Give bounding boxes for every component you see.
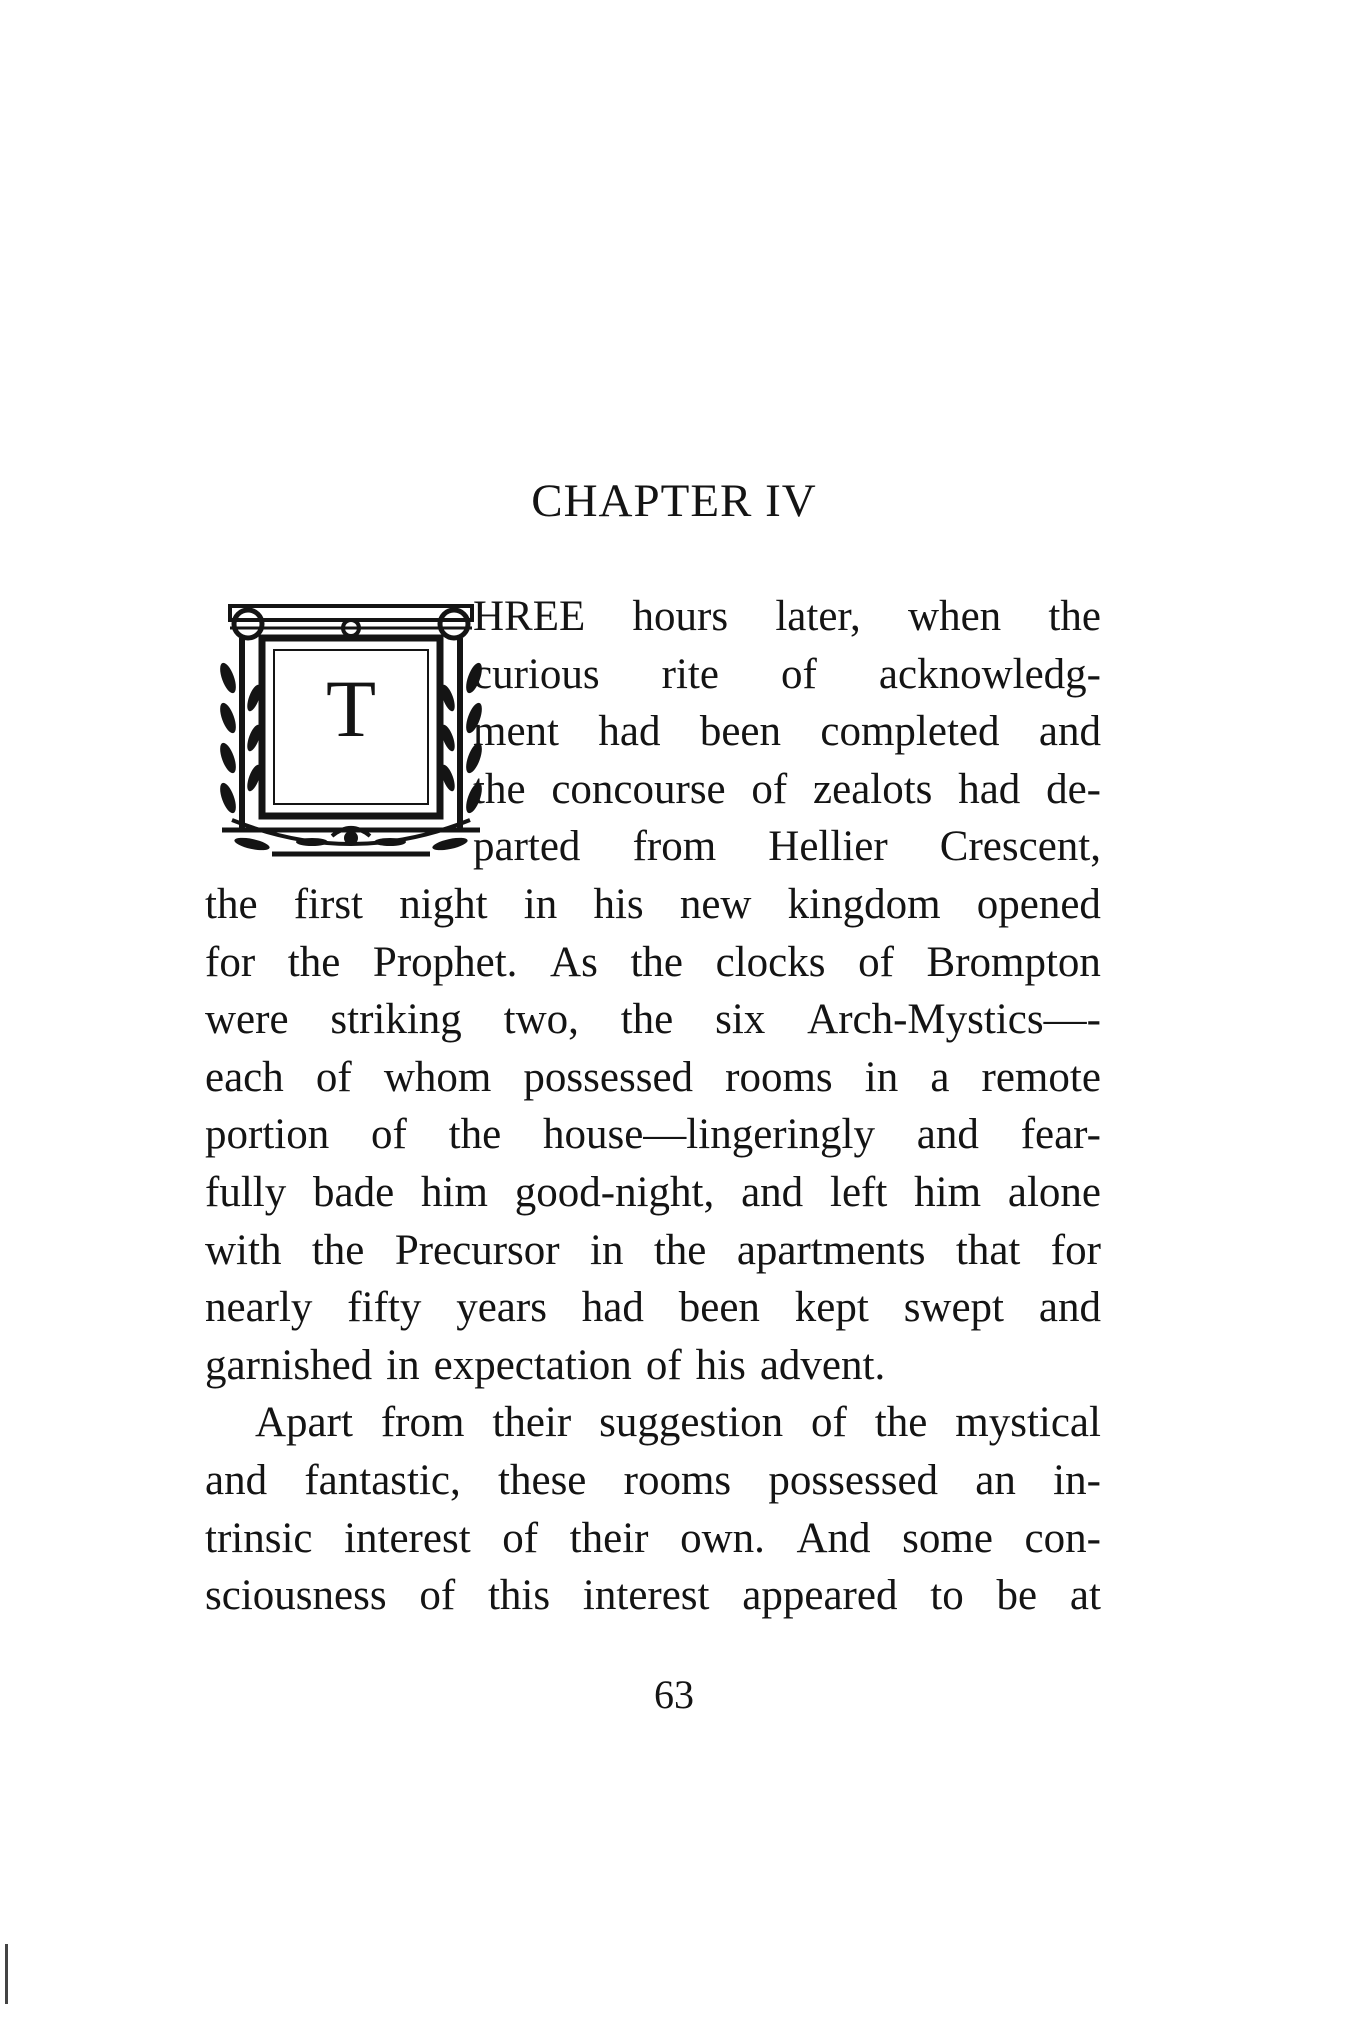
text-line [205,876,1101,934]
word: fear- [1020,1111,1101,1159]
word: suggestion [599,1399,784,1447]
word: to [930,1572,964,1620]
word: bade [313,1168,395,1216]
word: house—lingeringly [542,1111,875,1159]
word: his [695,1341,746,1389]
paragraph [205,588,1101,1394]
word: of [315,1053,352,1101]
word: the [653,1226,707,1274]
word: Apart [255,1399,353,1447]
text-line [205,1452,1101,1510]
word: trinsic [205,1514,313,1562]
word: curious [473,650,600,698]
word: nearly [205,1284,313,1332]
text-line [205,1510,1101,1568]
word: from [380,1399,465,1447]
word: and [916,1111,979,1159]
word: in [386,1341,420,1389]
word: possessed [768,1456,939,1504]
word: and [741,1168,804,1216]
word: their [492,1399,572,1447]
word: clocks [715,938,826,986]
word: As [550,938,598,986]
word: opened [976,880,1101,928]
word: were [205,996,289,1044]
word: left [830,1168,888,1216]
paragraph [205,1394,1101,1624]
word: fantastic, [304,1456,461,1504]
word: in [590,1226,624,1274]
word: been [678,1284,760,1332]
word: interest [344,1514,471,1562]
word: rite [661,650,719,698]
word: at [1069,1572,1101,1620]
word: night [399,880,488,928]
word: garnished [205,1341,373,1389]
body-text [205,588,1101,1625]
word: fifty [347,1284,422,1332]
word: later, [775,593,861,640]
word: ment [473,708,559,756]
word: of [371,1111,407,1159]
word: HREE [473,593,586,640]
word: had [581,1284,644,1332]
text-line [205,1394,1101,1452]
word: these [498,1456,587,1504]
word: new [679,880,752,928]
word: him [421,1168,488,1216]
word: sciousness [205,1572,387,1620]
word: Arch-Mystics—- [807,996,1101,1044]
word: had [958,765,1021,813]
text-line [205,934,1101,992]
word: the [874,1399,928,1447]
word: an [975,1456,1016,1504]
word: each [205,1053,284,1101]
word: the [287,938,341,986]
word: kept [794,1284,869,1332]
word: hours [632,593,729,640]
word: striking [330,996,462,1044]
word: some [902,1514,993,1562]
text-line [205,1164,1101,1222]
word: him [914,1168,982,1216]
word: the [205,880,258,928]
text-line [205,1222,1101,1280]
word: acknowledg- [878,650,1101,698]
word: And [796,1514,871,1562]
word: the [311,1226,365,1274]
word: their [569,1514,649,1562]
word: completed [820,708,1000,756]
text-line [205,1337,1101,1395]
word: and [1038,1284,1101,1332]
page-number: 63 [654,1672,694,1717]
word: of [751,765,788,813]
word: of [781,650,817,698]
text-line [473,761,1101,819]
word: rooms [725,1053,833,1101]
word: his [593,880,644,928]
word: a [930,1053,950,1101]
word: from [632,823,717,871]
text-line [205,991,1101,1049]
word: appeared [742,1572,898,1620]
word: zealots [813,765,933,813]
word: first [293,880,364,928]
word: the [1048,593,1101,640]
word: of [419,1572,456,1620]
word: the [620,996,674,1044]
text-line [205,1279,1101,1337]
word: for [1050,1226,1101,1274]
word: whom [383,1053,492,1101]
word: interest [582,1572,710,1620]
text-line [205,1049,1101,1107]
text-line [473,646,1101,704]
word: of [858,938,894,986]
word: and [205,1456,268,1504]
word: with [205,1226,282,1274]
word: be [996,1572,1038,1620]
word: con- [1024,1514,1101,1562]
word: de- [1046,765,1101,813]
text-line [473,588,1101,646]
word: possessed [523,1053,694,1101]
word: concourse [551,765,726,813]
word: own. [680,1514,765,1562]
chapter-title: CHAPTER IV [531,475,817,527]
word: remote [981,1053,1101,1101]
word: years [456,1284,547,1332]
word: of [645,1341,682,1389]
text-line [205,1106,1101,1164]
word: the [630,938,683,986]
word: mystical [955,1399,1101,1447]
word: of [502,1514,539,1562]
word: two, [503,996,579,1044]
drop-cap-letter: T [325,663,377,754]
word: fully [205,1168,287,1216]
word: kingdom [787,880,941,928]
word: the [448,1111,502,1159]
word: rooms [623,1456,732,1504]
word: six [715,996,766,1044]
text-line [473,703,1101,761]
word: the [473,765,526,813]
word: Brompton [926,938,1101,986]
word: and [1038,708,1101,756]
word: Crescent, [939,823,1101,871]
word: for [205,938,256,986]
word: this [487,1572,551,1620]
word: Hellier [768,823,888,871]
word: in [864,1053,899,1101]
word: of [811,1399,847,1447]
word: alone [1007,1168,1101,1216]
text-line [205,1567,1101,1625]
word: portion [205,1111,330,1159]
word: had [598,708,661,756]
word: swept [903,1284,1005,1332]
word: when [908,593,1002,640]
word: that [955,1226,1021,1274]
word: expectation [433,1341,632,1389]
word: in [523,880,558,928]
word: been [699,708,781,756]
word: advent. [759,1341,886,1389]
word: Precursor [394,1226,560,1274]
scan-margin-mark [5,1944,8,2004]
word: Prophet. [372,938,518,986]
word: parted [473,823,581,871]
word: apartments [736,1226,926,1274]
text-line [473,818,1101,876]
word: good-night, [514,1168,715,1216]
word: in- [1053,1456,1101,1504]
